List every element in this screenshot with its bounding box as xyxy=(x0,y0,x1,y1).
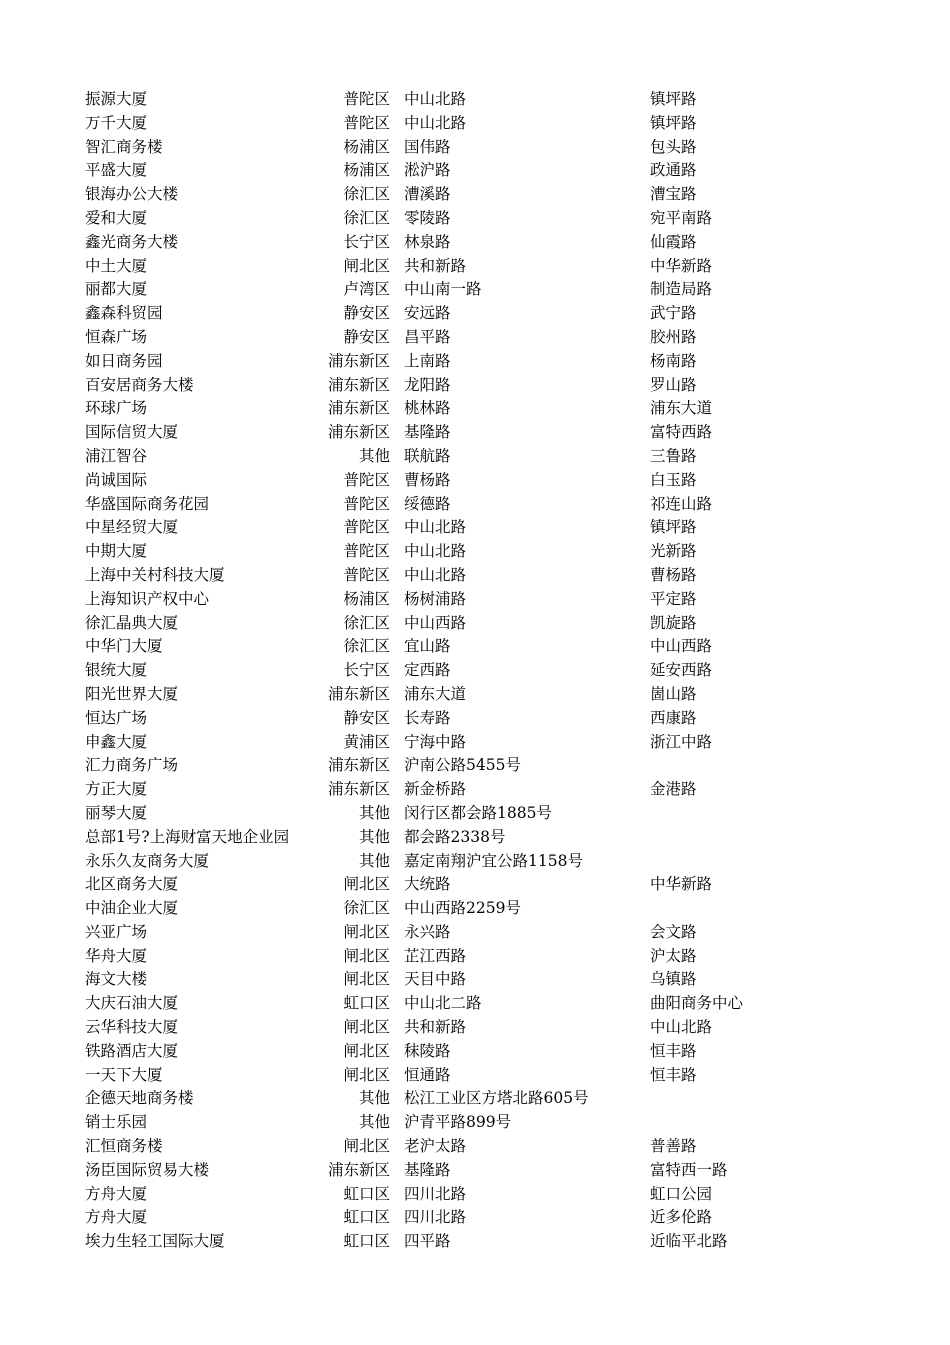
cross-street-cell: 近临平北路 xyxy=(650,1232,728,1251)
building-name-cell: 北区商务大厦 xyxy=(85,875,179,894)
district-cell: 静安区 xyxy=(343,708,390,727)
table-row xyxy=(0,897,950,921)
building-name-cell: 中华门大厦 xyxy=(85,637,163,656)
table-row xyxy=(0,469,950,493)
road-cell: 嘉定南翔沪宜公路1158号 xyxy=(404,851,583,870)
building-name-cell: 如日商务园 xyxy=(85,351,163,370)
road-cell: 龙阳路 xyxy=(404,375,451,394)
table-row xyxy=(0,588,950,612)
cross-street-cell: 延安西路 xyxy=(650,661,713,680)
cross-street-cell: 乌镇路 xyxy=(650,970,697,989)
building-name-cell: 银统大厦 xyxy=(85,661,148,680)
road-cell: 永兴路 xyxy=(404,922,451,941)
road-cell: 中山北路 xyxy=(404,113,467,132)
building-name-cell: 方舟大厦 xyxy=(85,1208,148,1227)
building-name-cell: 汇恒商务楼 xyxy=(85,1137,163,1156)
road-cell: 长寿路 xyxy=(404,708,451,727)
cross-street-cell: 普善路 xyxy=(650,1137,697,1156)
building-name-cell: 浦江智谷 xyxy=(85,446,148,465)
building-name-cell: 永乐久友商务大厦 xyxy=(85,851,210,870)
building-name-cell: 申鑫大厦 xyxy=(85,732,148,751)
district-cell: 闸北区 xyxy=(343,922,390,941)
cross-street-cell: 白玉路 xyxy=(650,470,697,489)
cross-street-cell xyxy=(650,1111,850,1135)
road-cell: 宁海中路 xyxy=(404,732,467,751)
road-cell: 共和新路 xyxy=(404,256,467,275)
district-cell: 普陀区 xyxy=(343,470,390,489)
table-row xyxy=(0,731,950,755)
building-name-cell: 平盛大厦 xyxy=(85,161,148,180)
cross-street-cell: 浙江中路 xyxy=(650,732,713,751)
cross-street-cell: 武宁路 xyxy=(650,304,697,323)
building-name-cell: 云华科技大厦 xyxy=(85,1018,179,1037)
road-cell: 浦东大道 xyxy=(404,684,467,703)
cross-street-cell: 会文路 xyxy=(650,922,697,941)
cross-street-cell: 恒丰路 xyxy=(650,1041,697,1060)
building-name-cell: 兴亚广场 xyxy=(85,922,148,941)
district-cell: 静安区 xyxy=(343,304,390,323)
cross-street-cell: 漕宝路 xyxy=(650,185,697,204)
building-name-cell: 国际信贸大厦 xyxy=(85,423,179,442)
building-name-cell: 阳光世界大厦 xyxy=(85,684,179,703)
road-cell: 安远路 xyxy=(404,304,451,323)
road-cell: 老沪太路 xyxy=(404,1137,467,1156)
cross-street-cell xyxy=(650,1087,850,1111)
district-cell: 徐汇区 xyxy=(343,613,390,632)
table-row xyxy=(0,88,950,112)
road-cell: 大统路 xyxy=(404,875,451,894)
road-cell: 桃林路 xyxy=(404,399,451,418)
road-cell: 秣陵路 xyxy=(404,1041,451,1060)
road-cell: 中山北路 xyxy=(404,565,467,584)
district-cell: 浦东新区 xyxy=(327,780,390,799)
building-name-cell: 丽琴大厦 xyxy=(85,803,148,822)
district-cell: 浦东新区 xyxy=(327,423,390,442)
district-cell: 闸北区 xyxy=(343,1137,390,1156)
district-cell: 普陀区 xyxy=(343,565,390,584)
table-row xyxy=(0,183,950,207)
cross-street-cell: 胶州路 xyxy=(650,327,697,346)
building-name-cell: 爱和大厦 xyxy=(85,208,148,227)
cross-street-cell: 镇坪路 xyxy=(650,113,697,132)
cross-street-cell: 三鲁路 xyxy=(650,446,697,465)
table-row xyxy=(0,540,950,564)
table-row xyxy=(0,255,950,279)
district-cell: 其他 xyxy=(358,446,390,465)
district-cell: 虹口区 xyxy=(343,994,390,1013)
road-cell: 共和新路 xyxy=(404,1018,467,1037)
district-cell: 普陀区 xyxy=(343,542,390,561)
district-cell: 闸北区 xyxy=(343,875,390,894)
table-row xyxy=(0,112,950,136)
district-cell: 长宁区 xyxy=(343,232,390,251)
road-cell: 沪青平路899号 xyxy=(404,1113,512,1132)
table-row xyxy=(0,921,950,945)
district-cell: 浦东新区 xyxy=(327,351,390,370)
building-name-cell: 一天下大厦 xyxy=(85,1065,163,1084)
district-cell: 徐汇区 xyxy=(343,208,390,227)
road-cell: 闵行区都会路1885号 xyxy=(404,803,552,822)
building-name-cell: 万千大厦 xyxy=(85,113,148,132)
cross-street-cell: 仙霞路 xyxy=(650,232,697,251)
road-cell: 四川北路 xyxy=(404,1184,467,1203)
district-cell: 普陀区 xyxy=(343,518,390,537)
table-row xyxy=(0,1016,950,1040)
road-cell: 中山西路2259号 xyxy=(404,899,521,918)
district-cell: 浦东新区 xyxy=(327,756,390,775)
cross-street-cell: 浦东大道 xyxy=(650,399,713,418)
cross-street-cell: 宛平南路 xyxy=(650,208,713,227)
table-row xyxy=(0,516,950,540)
road-cell: 杨树浦路 xyxy=(404,589,467,608)
road-cell: 芷江西路 xyxy=(404,946,467,965)
road-cell: 宜山路 xyxy=(404,637,451,656)
building-name-cell: 汇力商务广场 xyxy=(85,756,179,775)
road-cell: 中山北路 xyxy=(404,518,467,537)
table-row xyxy=(0,493,950,517)
road-cell: 联航路 xyxy=(404,446,451,465)
cross-street-cell: 西康路 xyxy=(650,708,697,727)
road-cell: 新金桥路 xyxy=(404,780,467,799)
road-cell: 中山南一路 xyxy=(404,280,482,299)
table-row xyxy=(0,778,950,802)
district-cell: 卢湾区 xyxy=(343,280,390,299)
building-name-cell: 中期大厦 xyxy=(85,542,148,561)
building-name-cell: 中星经贸大厦 xyxy=(85,518,179,537)
district-cell: 浦东新区 xyxy=(327,375,390,394)
table-row xyxy=(0,445,950,469)
cross-street-cell xyxy=(650,826,850,850)
district-cell: 其他 xyxy=(358,803,390,822)
cross-street-cell: 杨南路 xyxy=(650,351,697,370)
building-name-cell: 鑫森科贸园 xyxy=(85,304,163,323)
cross-street-cell: 曹杨路 xyxy=(650,565,697,584)
cross-street-cell: 崮山路 xyxy=(650,684,697,703)
cross-street-cell: 中华新路 xyxy=(650,256,713,275)
road-cell: 恒通路 xyxy=(404,1065,451,1084)
table-row xyxy=(0,707,950,731)
table-row xyxy=(0,992,950,1016)
cross-street-cell: 祁连山路 xyxy=(650,494,713,513)
table-row xyxy=(0,754,950,778)
table-row xyxy=(0,1040,950,1064)
district-cell: 闸北区 xyxy=(343,256,390,275)
district-cell: 虹口区 xyxy=(343,1208,390,1227)
cross-street-cell: 中山北路 xyxy=(650,1018,713,1037)
district-cell: 徐汇区 xyxy=(343,637,390,656)
building-name-cell: 丽都大厦 xyxy=(85,280,148,299)
building-name-cell: 方正大厦 xyxy=(85,780,148,799)
road-cell: 天目中路 xyxy=(404,970,467,989)
table-row xyxy=(0,1087,950,1111)
road-cell: 漕溪路 xyxy=(404,185,451,204)
building-name-cell: 智汇商务楼 xyxy=(85,137,163,156)
table-row xyxy=(0,802,950,826)
cross-street-cell: 金港路 xyxy=(650,780,697,799)
road-cell: 中山西路 xyxy=(404,613,467,632)
table-row xyxy=(0,1183,950,1207)
cross-street-cell: 恒丰路 xyxy=(650,1065,697,1084)
building-name-cell: 中油企业大厦 xyxy=(85,899,179,918)
cross-street-cell xyxy=(650,802,850,826)
cross-street-cell: 沪太路 xyxy=(650,946,697,965)
table-row xyxy=(0,1135,950,1159)
table-row xyxy=(0,850,950,874)
table-row xyxy=(0,1111,950,1135)
cross-street-cell: 虹口公园 xyxy=(650,1184,713,1203)
road-cell: 淞沪路 xyxy=(404,161,451,180)
cross-street-cell: 政通路 xyxy=(650,161,697,180)
cross-street-cell: 镇坪路 xyxy=(650,518,697,537)
cross-street-cell: 光新路 xyxy=(650,542,697,561)
building-name-cell: 恒达广场 xyxy=(85,708,148,727)
district-cell: 普陀区 xyxy=(343,113,390,132)
building-name-cell: 上海中关村科技大厦 xyxy=(85,565,225,584)
building-name-cell: 上海知识产权中心 xyxy=(85,589,210,608)
district-cell: 虹口区 xyxy=(343,1184,390,1203)
cross-street-cell: 平定路 xyxy=(650,589,697,608)
district-cell: 闸北区 xyxy=(343,946,390,965)
cross-street-cell: 凯旋路 xyxy=(650,613,697,632)
building-name-cell: 汤臣国际贸易大楼 xyxy=(85,1160,210,1179)
cross-street-cell: 制造局路 xyxy=(650,280,713,299)
table-row xyxy=(0,374,950,398)
table-row xyxy=(0,326,950,350)
cross-street-cell xyxy=(650,754,850,778)
road-cell: 定西路 xyxy=(404,661,451,680)
district-cell: 闸北区 xyxy=(343,1041,390,1060)
table-row xyxy=(0,1159,950,1183)
district-cell: 虹口区 xyxy=(343,1232,390,1251)
building-name-cell: 尚诚国际 xyxy=(85,470,148,489)
table-row xyxy=(0,278,950,302)
district-cell: 其他 xyxy=(358,851,390,870)
cross-street-cell: 罗山路 xyxy=(650,375,697,394)
table-row xyxy=(0,1064,950,1088)
district-cell: 浦东新区 xyxy=(327,399,390,418)
table-row xyxy=(0,683,950,707)
road-cell: 昌平路 xyxy=(404,327,451,346)
building-name-cell: 中土大厦 xyxy=(85,256,148,275)
road-cell: 松江工业区方塔北路605号 xyxy=(404,1089,589,1108)
building-name-cell: 振源大厦 xyxy=(85,90,148,108)
road-cell: 沪南公路5455号 xyxy=(404,756,521,775)
road-cell: 四川北路 xyxy=(404,1208,467,1227)
district-cell: 其他 xyxy=(358,1113,390,1132)
table-row xyxy=(0,421,950,445)
cross-street-cell: 中山西路 xyxy=(650,637,713,656)
district-cell: 静安区 xyxy=(343,327,390,346)
district-cell: 徐汇区 xyxy=(343,899,390,918)
building-name-cell: 环球广场 xyxy=(85,399,148,418)
cross-street-cell: 包头路 xyxy=(650,137,697,156)
table-row xyxy=(0,968,950,992)
cross-street-cell: 近多伦路 xyxy=(650,1208,713,1227)
road-cell: 曹杨路 xyxy=(404,470,451,489)
table-row xyxy=(0,350,950,374)
road-cell: 上南路 xyxy=(404,351,451,370)
building-name-cell: 企德天地商务楼 xyxy=(85,1089,194,1108)
cross-street-cell: 富特西一路 xyxy=(650,1160,728,1179)
table-row xyxy=(0,564,950,588)
table-row xyxy=(0,302,950,326)
building-name-cell: 恒森广场 xyxy=(85,327,148,346)
table-row xyxy=(0,136,950,160)
table-row xyxy=(0,873,950,897)
building-name-cell: 总部1号?上海财富天地企业园 xyxy=(85,827,290,846)
building-name-cell: 银海办公大楼 xyxy=(85,185,179,204)
road-cell: 基隆路 xyxy=(404,1160,451,1179)
table-row xyxy=(0,397,950,421)
table-row xyxy=(0,659,950,683)
road-cell: 基隆路 xyxy=(404,423,451,442)
district-cell: 黄浦区 xyxy=(343,732,390,751)
cross-street-cell: 曲阳商务中心 xyxy=(650,994,744,1013)
building-name-cell: 百安居商务大楼 xyxy=(85,375,194,394)
cross-street-cell: 镇坪路 xyxy=(650,90,697,108)
cross-street-cell xyxy=(650,850,850,874)
district-cell: 浦东新区 xyxy=(327,684,390,703)
building-name-cell: 鑫光商务大楼 xyxy=(85,232,179,251)
building-name-cell: 海文大楼 xyxy=(85,970,148,989)
table-row xyxy=(0,635,950,659)
district-cell: 杨浦区 xyxy=(343,161,390,180)
building-name-cell: 销士乐园 xyxy=(85,1113,148,1132)
district-cell: 其他 xyxy=(358,1089,390,1108)
cross-street-cell xyxy=(650,897,850,921)
road-cell: 国伟路 xyxy=(404,137,451,156)
district-cell: 长宁区 xyxy=(343,661,390,680)
table-row xyxy=(0,231,950,255)
table-row xyxy=(0,945,950,969)
district-cell: 普陀区 xyxy=(343,494,390,513)
table-row xyxy=(0,826,950,850)
district-cell: 杨浦区 xyxy=(343,589,390,608)
road-cell: 中山北二路 xyxy=(404,994,482,1013)
district-cell: 杨浦区 xyxy=(343,137,390,156)
table-row xyxy=(0,1206,950,1230)
building-name-cell: 铁路酒店大厦 xyxy=(85,1041,179,1060)
table-row xyxy=(0,612,950,636)
road-cell: 零陵路 xyxy=(404,208,451,227)
building-name-cell: 方舟大厦 xyxy=(85,1184,148,1203)
building-name-cell: 华盛国际商务花园 xyxy=(85,494,210,513)
building-list-sheet xyxy=(0,88,950,1254)
road-cell: 林泉路 xyxy=(404,232,451,251)
district-cell: 闸北区 xyxy=(343,970,390,989)
road-cell: 中山北路 xyxy=(404,90,467,108)
cross-street-cell: 中华新路 xyxy=(650,875,713,894)
cross-street-cell: 富特西路 xyxy=(650,423,713,442)
district-cell: 浦东新区 xyxy=(327,1160,390,1179)
building-name-cell: 徐汇晶典大厦 xyxy=(85,613,179,632)
building-name-cell: 大庆石油大厦 xyxy=(85,994,179,1013)
building-name-cell: 华舟大厦 xyxy=(85,946,148,965)
road-cell: 都会路2338号 xyxy=(404,827,506,846)
table-row xyxy=(0,1230,950,1254)
table-row xyxy=(0,159,950,183)
district-cell: 其他 xyxy=(358,827,390,846)
district-cell: 闸北区 xyxy=(343,1065,390,1084)
road-cell: 中山北路 xyxy=(404,542,467,561)
district-cell: 普陀区 xyxy=(343,90,390,108)
table-row xyxy=(0,207,950,231)
district-cell: 徐汇区 xyxy=(343,185,390,204)
road-cell: 绥德路 xyxy=(404,494,451,513)
district-cell: 闸北区 xyxy=(343,1018,390,1037)
building-name-cell: 埃力生轻工国际大厦 xyxy=(85,1232,225,1251)
road-cell: 四平路 xyxy=(404,1232,451,1251)
